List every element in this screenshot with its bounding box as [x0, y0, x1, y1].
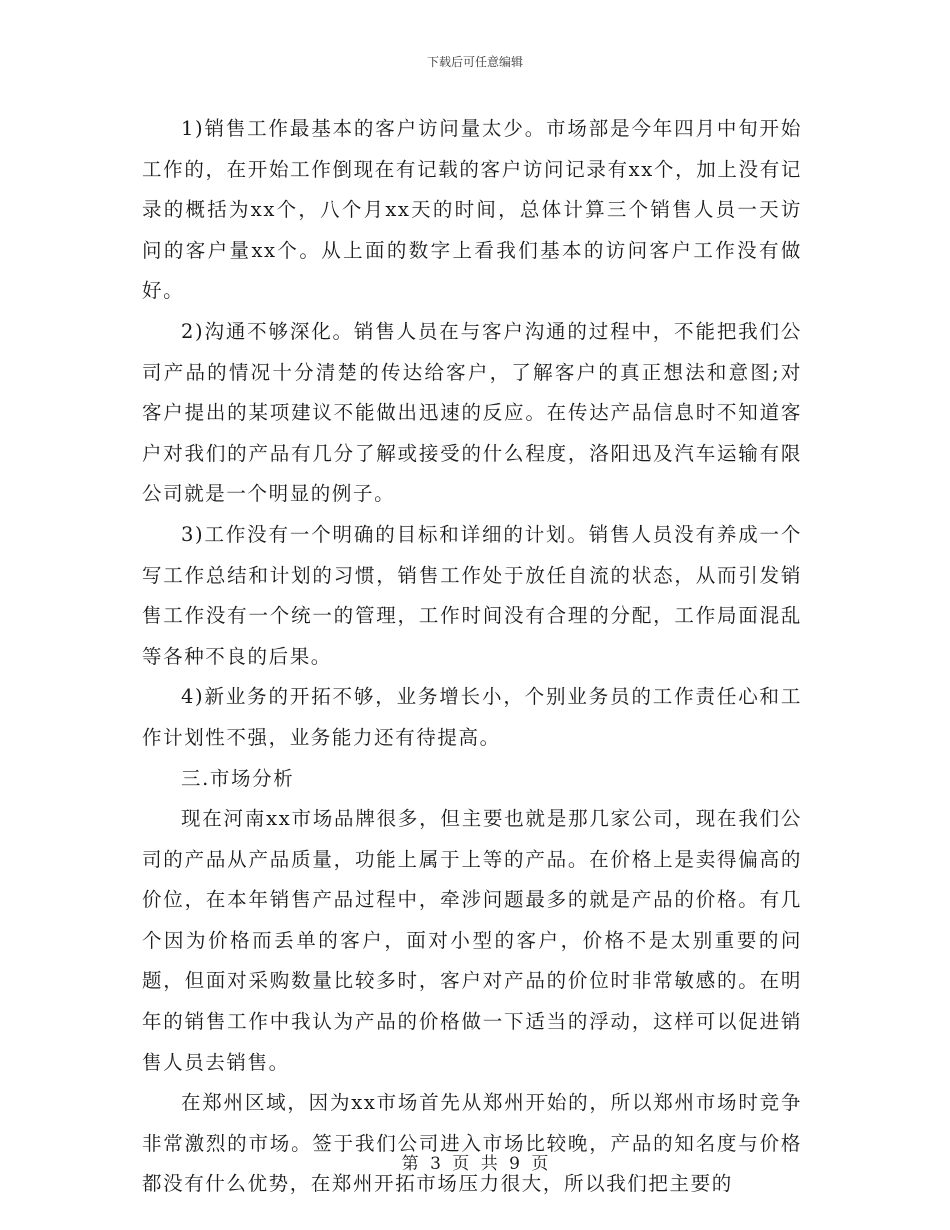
page-number: 第 3 页 共 9 页	[401, 1154, 549, 1174]
paragraph-market-overview: 现在河南xx市场品牌很多，但主要也就是那几家公司，现在我们公司的产品从产品质量，功能上属于上等的产品。在价格上是卖得偏高的价位，在本年销售产品过程中，牵涉问题最多的就是产品的价格。有几个因为价格而丢单的客户，面对小型的客户，价格不是太别重要的问题，但面对采购数量比较多时，客户对产品的价位时非常敏感的。在明年的销售工作中我认为产品的价格做一下适当的浮动，这样可以促进销售人员去销售。	[142, 807, 802, 1074]
paragraph-issue-4: 4)新业务的开拓不够，业务增长小，个别业务员的工作责任心和工作计划性不强，业务能力还有待提高。	[142, 685, 802, 749]
paragraph-issue-3: 3)工作没有一个明确的目标和详细的计划。销售人员没有养成一个写工作总结和计划的习惯，销售工作处于放任自流的状态，从而引发销售工作没有一个统一的管理，工作时间没有合理的分配，工作局面混乱等各种不良的后果。	[142, 522, 802, 668]
page-header-note: 下载后可任意编辑	[426, 55, 523, 69]
section-heading-market-analysis: 三.市场分析	[181, 766, 295, 790]
paragraph-zhengzhou-region: 在郑州区域，因为xx市场首先从郑州开始的，所以郑州市场时竞争非常激烈的市场。签于我们公司进入市场比较晚，产品的知名度与价格都没有什么优势，在郑州开拓市场压力很大，所以我们把主要的	[142, 1091, 802, 1196]
paragraph-issue-2: 2)沟通不够深化。销售人员在与客户沟通的过程中，不能把我们公司产品的情况十分清楚的传达给客户，了解客户的真正想法和意图;对客户提出的某项建议不能做出迅速的反应。在传达产品信息时不知道客户对我们的产品有几分了解或接受的什么程度，洛阳迅及汽车运输有限公司就是一个明显的例子。	[142, 319, 802, 506]
document-body	[142, 109, 802, 1205]
paragraph-issue-1: 1)销售工作最基本的客户访问量太少。市场部是今年四月中旬开始工作的，在开始工作倒现在有记载的客户访问记录有xx个，加上没有记录的概括为xx个，八个月xx天的时间，总体计算三个销售人员一天访问的客户量xx个。从上面的数字上看我们基本的访问客户工作没有做好。	[142, 117, 802, 303]
